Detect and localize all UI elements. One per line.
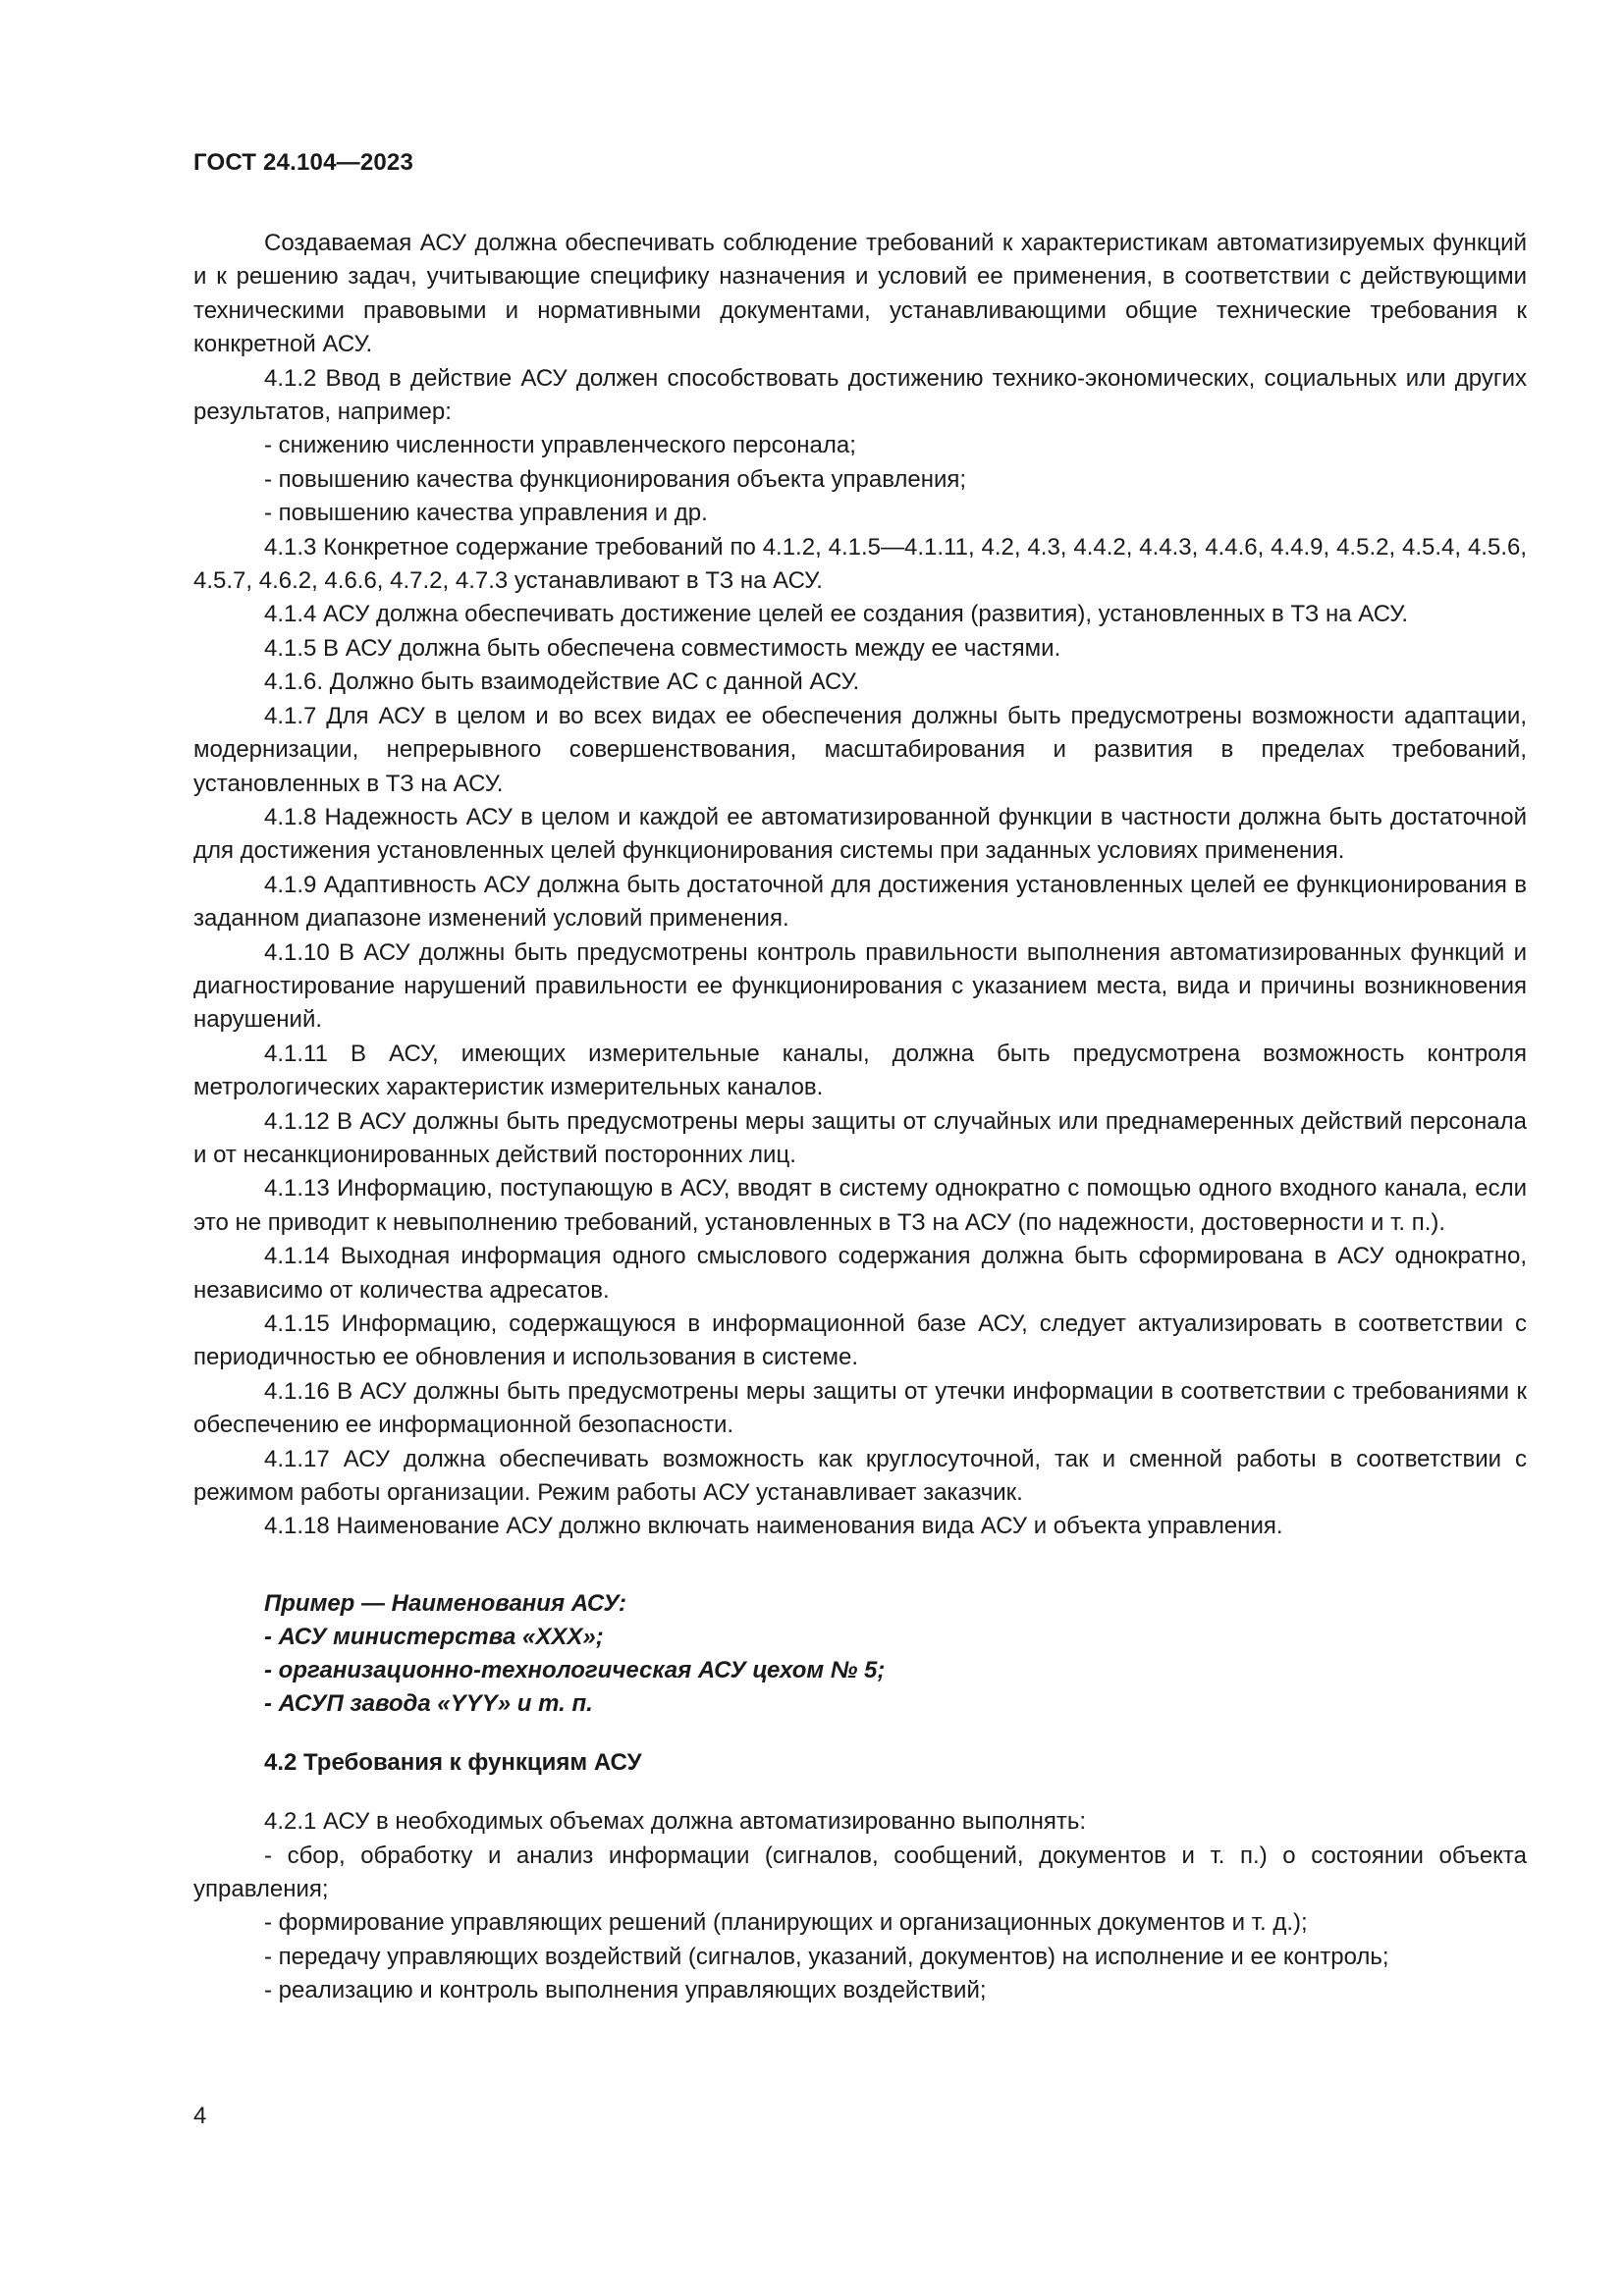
paragraph: 4.1.7 Для АСУ в целом и во всех видах ее обеспечения должны быть предусмотрены возможности адаптации, модернизации, непрерывного совершенствования, масштабирования и развития в пределах требований, установленных в ТЗ на АСУ. bbox=[193, 702, 1527, 797]
example-title: Пример — Наименования АСУ: bbox=[264, 1589, 626, 1617]
paragraph: 4.1.3 Конкретное содержание требований по 4.1.2, 4.1.5—4.1.11, 4.2, 4.3, 4.4.2, 4.4.3, 4.4.6, 4.4.9, 4.5.2, 4.5.4, 4.5.6, 4.5.7, 4.6.2, 4.6.6, 4.7.2, 4.7.3 устанавливают в ТЗ на АСУ. bbox=[193, 533, 1527, 595]
section-title: 4.2 Требования к функциям АСУ bbox=[264, 1748, 642, 1776]
list-item: - повышению качества управления и др. bbox=[264, 500, 708, 527]
example-item: - АСУП завода «YYY» и т. п. bbox=[264, 1689, 593, 1717]
paragraph: 4.1.12 В АСУ должны быть предусмотрены меры защиты от случайных или преднамеренных действий персонала и от несанкционированных действий посторонних лиц. bbox=[193, 1107, 1527, 1168]
paragraph: 4.1.8 Надежность АСУ в целом и каждой ее автоматизированной функции в частности должна быть достаточной для достижения установленных целей функционирования системы при заданных условиях применения. bbox=[193, 803, 1527, 865]
example-item: - организационно-технологическая АСУ цехом № 5; bbox=[264, 1656, 886, 1683]
paragraph: 4.1.13 Информацию, поступающую в АСУ, вводят в систему однократно с помощью одного входного канала, если это не приводит к невыполнению требований, установленных в ТЗ на АСУ (по надежности, достоверности и т. п.). bbox=[193, 1175, 1527, 1236]
paragraph: 4.1.9 Адаптивность АСУ должна быть достаточной для достижения установленных целей ее функционирования в заданном диапазоне изменений условий применения. bbox=[193, 871, 1527, 933]
list-item: - снижению численности управленческого персонала; bbox=[264, 432, 856, 459]
example-block bbox=[193, 1587, 1527, 1721]
paragraph: 4.1.17 АСУ должна обеспечивать возможность как круглосуточной, так и сменной работы в соответствии с режимом работы организации. Режим работы АСУ устанавливает заказчик. bbox=[193, 1445, 1527, 1507]
paragraph: 4.1.14 Выходная информация одного смыслового содержания должна быть сформирована в АСУ однократно, независимо от количества адресатов. bbox=[193, 1243, 1527, 1304]
list-item: - формирование управляющих решений (планирующих и организационных документов и т. д.); bbox=[264, 1909, 1308, 1937]
paragraph: 4.1.4 АСУ должна обеспечивать достижение целей ее создания (развития), установленных в ТЗ на АСУ. bbox=[264, 601, 1409, 628]
list-item: - сбор, обработку и анализ информации (сигналов, сообщений, документов и т. п.) о состоянии объекта управления; bbox=[193, 1842, 1527, 1903]
paragraph: 4.1.15 Информацию, содержащуюся в информационной базе АСУ, следует актуализировать в соответствии с периодичностью ее обновления и использования в системе. bbox=[193, 1310, 1527, 1371]
paragraph: 4.1.18 Наименование АСУ должно включать наименования вида АСУ и объекта управления. bbox=[264, 1513, 1283, 1540]
paragraph: Создаваемая АСУ должна обеспечивать соблюдение требований к характеристикам автоматизируемых функций и к решению задач, учитывающие специфику назначения и условий ее применения, в соответствии с действующими техническими правовыми и нормативными документами, устанавливающими общие технические требования к конкретной АСУ. bbox=[193, 230, 1527, 358]
paragraph: 4.1.6. Должно быть взаимодействие АС с данной АСУ. bbox=[264, 668, 860, 696]
list-item: - передачу управляющих воздействий (сигналов, указаний, документов) на исполнение и ее контроль; bbox=[264, 1943, 1389, 1970]
paragraph: 4.1.16 В АСУ должны быть предусмотрены меры защиты от утечки информации в соответствии с требованиями к обеспечению ее информационной безопасности. bbox=[193, 1377, 1527, 1439]
page-number: 4 bbox=[193, 2103, 207, 2129]
list-item: - повышению качества функционирования объекта управления; bbox=[264, 465, 967, 493]
example-item: - АСУ министерства «XXX»; bbox=[264, 1623, 604, 1650]
document-header: ГОСТ 24.104—2023 bbox=[193, 149, 414, 176]
paragraph: 4.1.11 В АСУ, имеющих измерительные каналы, должна быть предусмотрена возможность контроля метрологических характеристик измерительных каналов. bbox=[193, 1040, 1527, 1101]
paragraph: 4.1.5 В АСУ должна быть обеспечена совместимость между ее частями. bbox=[264, 634, 1061, 662]
paragraph: 4.2.1 АСУ в необходимых объемах должна автоматизированно выполнять: bbox=[264, 1808, 1087, 1836]
paragraph: 4.1.10 В АСУ должны быть предусмотрены контроль правильности выполнения автоматизированных функций и диагностирование нарушений правильности ее функционирования с указанием места, вида и причины возникновения нарушений. bbox=[193, 938, 1527, 1034]
document-body bbox=[193, 227, 1527, 2008]
list-item: - реализацию и контроль выполнения управляющих воздействий; bbox=[264, 1977, 987, 2004]
paragraph: 4.1.2 Ввод в действие АСУ должен способствовать достижению технико-экономических, социальных или других результатов, например: bbox=[193, 364, 1527, 426]
